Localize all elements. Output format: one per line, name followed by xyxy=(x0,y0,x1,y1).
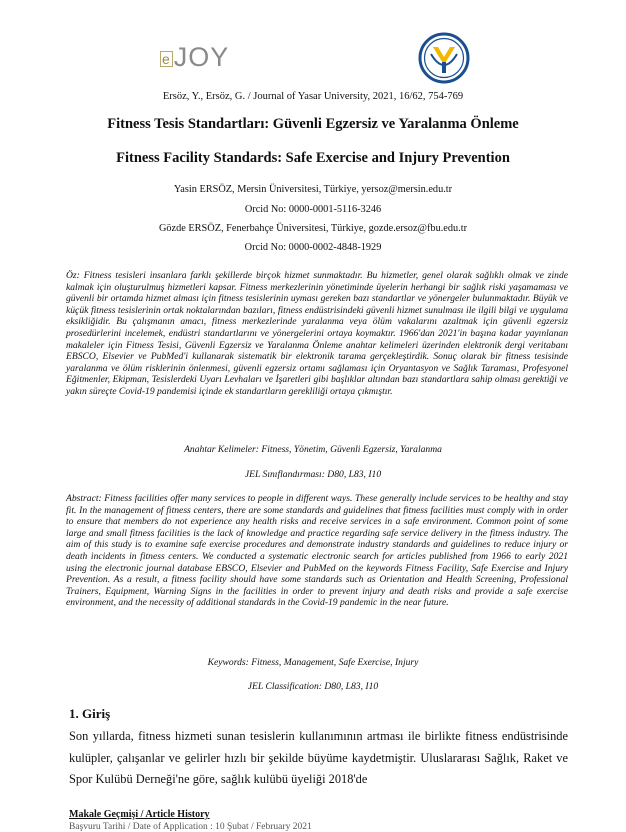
keywords-turkish: Anahtar Kelimeler: Fitness, Yönetim, Güvenli Egzersiz, Yaralanma xyxy=(184,444,442,455)
author-2-orcid: Orcid No: 0000-0002-4848-1929 xyxy=(244,242,382,253)
logo-text: JOY xyxy=(173,42,230,72)
logo-letter: e xyxy=(162,51,171,67)
author-1-orcid: Orcid No: 0000-0001-5116-3246 xyxy=(244,204,382,215)
university-seal-icon xyxy=(418,32,470,84)
author-1-affiliation: Yasin ERSÖZ, Mersin Üniversitesi, Türkiye, yersoz@mersin.edu.tr xyxy=(173,184,453,195)
journal-logo xyxy=(160,42,229,73)
section-body-text: Son yıllarda, fitness hizmeti sunan tesislerin kullanımının artması ile birlikte fitness endüstrisinde kulüpler, çalışanlar ve gelirler hızlı bir şekilde büyüme kaydetmiştir. Uluslararası Sağlık, Raket ve Spor Kulübü Derneği'ne göre, sağlık kulübü üyeliği 2018'de xyxy=(69,729,568,787)
article-history-partial: Başvuru Tarihi / Date of Application : 10 Şubat / February 2021 xyxy=(69,822,312,832)
jel-turkish: JEL Sınıflandırması: D80, L83, I10 xyxy=(244,469,382,480)
citation-line: Ersöz, Y., Ersöz, G. / Journal of Yasar University, 2021, 16/62, 754-769 xyxy=(162,91,464,102)
section-heading: 1. Giriş xyxy=(69,706,111,721)
abstract-turkish: Öz: Fitness tesisleri insanlara farklı şekillerde birçok hizmet sunmaktadır. Bu hizmetler, genel olarak sağlıklı olmak ve zinde kalmak için oluşturulmuş hizmetleri kapsar. Fitness merkezlerinin yönetiminde üyelerin herhangi bir sağlık riski yaşamaması ve güvenli bir ortamda hizmet alması için fitness tesislerinin uyması gereken bazı standartlar ve yönergeler bulunmaktadır. Büyük ve küçük fitness tesislerinin ortak noktalarından bazıları, fitness endüstrisindeki güvenli hizmet sunulması ile ilgili bilgi ve uygulama eksikliğidir. Bu çalışmanın amacı, fitness merkezlerinde yaralanma veya ölüm vakalarını azaltmak için güvenli egzersiz prosedürlerini incelemek, endüstri standartlarını ve yönergelerini ortaya koymaktır. 1966'dan 2021'in başına kadar yayınlanan makaleler için Fitness Tesisi, Güvenli Egzersiz ve Yaralanma Önleme anahtar kelimeleri üzerinden elektronik dergi veritabanı EBSCO, Elsevier ve PubMed'i kullanarak sistematik bir elektronik tarama gerçekleştirdik. Sonuç olarak bir fitness tesisinde yaralanma ve ölüm risklerinin önlenmesi, güvenli egzersiz ortamı sağlaması için Oryantasyon ve Sağlık Taraması, Profesyonel Eğitmenler, Ekipman, Tesislerdeki Uyarı Levhaları ve İşaretleri gibi başlıklar altından bazı standartlara sahip olması gerektiği ve yakın süreçte Covid-19 pandemisi içinde ek standartların gerekliliği ortaya çıkmıştır. xyxy=(66,270,568,397)
author-2-affiliation: Gözde ERSÖZ, Fenerbahçe Üniversitesi, Türkiye, gozde.ersoz@fbu.edu.tr xyxy=(158,223,468,234)
abstract-english: Abstract: Fitness facilities offer many services to people in different ways. These generally include services to be healthy and stay fit. In the management of fitness centers, there are some standards and guidelines that fitness facilities must comply with in order to ensure that members do not experience any health risks and receive services in a safe environment. Common point of some large and small fitness facilities is the lack of knowledge and practice regarding safe service delivery in the fitness industry. The aim of this study is to examine safe exercise procedures and demonstrate industry standards and guidelines to reduce injury or death incidents in fitness centers. We conducted a systematic electronic search for articles published from 1966 to early 2021 using the electronic journal database EBSCO, Elsevier and PubMed on the keywords Fitness Facility, Safe Exercise and Injury Prevention. As a result, a fitness facility should have some standards such as Orientation and Health Screening, Professional Trainers, Equipment, Warning Signs in the facilities in order to prevent injury and death risks and provide a safe exercise environment, and the necessity of additional standards in the Covid-19 pandemic in the near future. xyxy=(66,493,568,609)
title-turkish: Fitness Tesis Standartları: Güvenli Egzersiz ve Yaralanma Önleme xyxy=(107,116,519,132)
article-history-label: Makale Geçmişi / Article History xyxy=(69,809,210,820)
title-english: Fitness Facility Standards: Safe Exercise and Injury Prevention xyxy=(116,150,510,166)
jel-english: JEL Classification: D80, L83, I10 xyxy=(247,681,379,692)
keywords-english: Keywords: Fitness, Management, Safe Exercise, Injury xyxy=(207,657,419,668)
